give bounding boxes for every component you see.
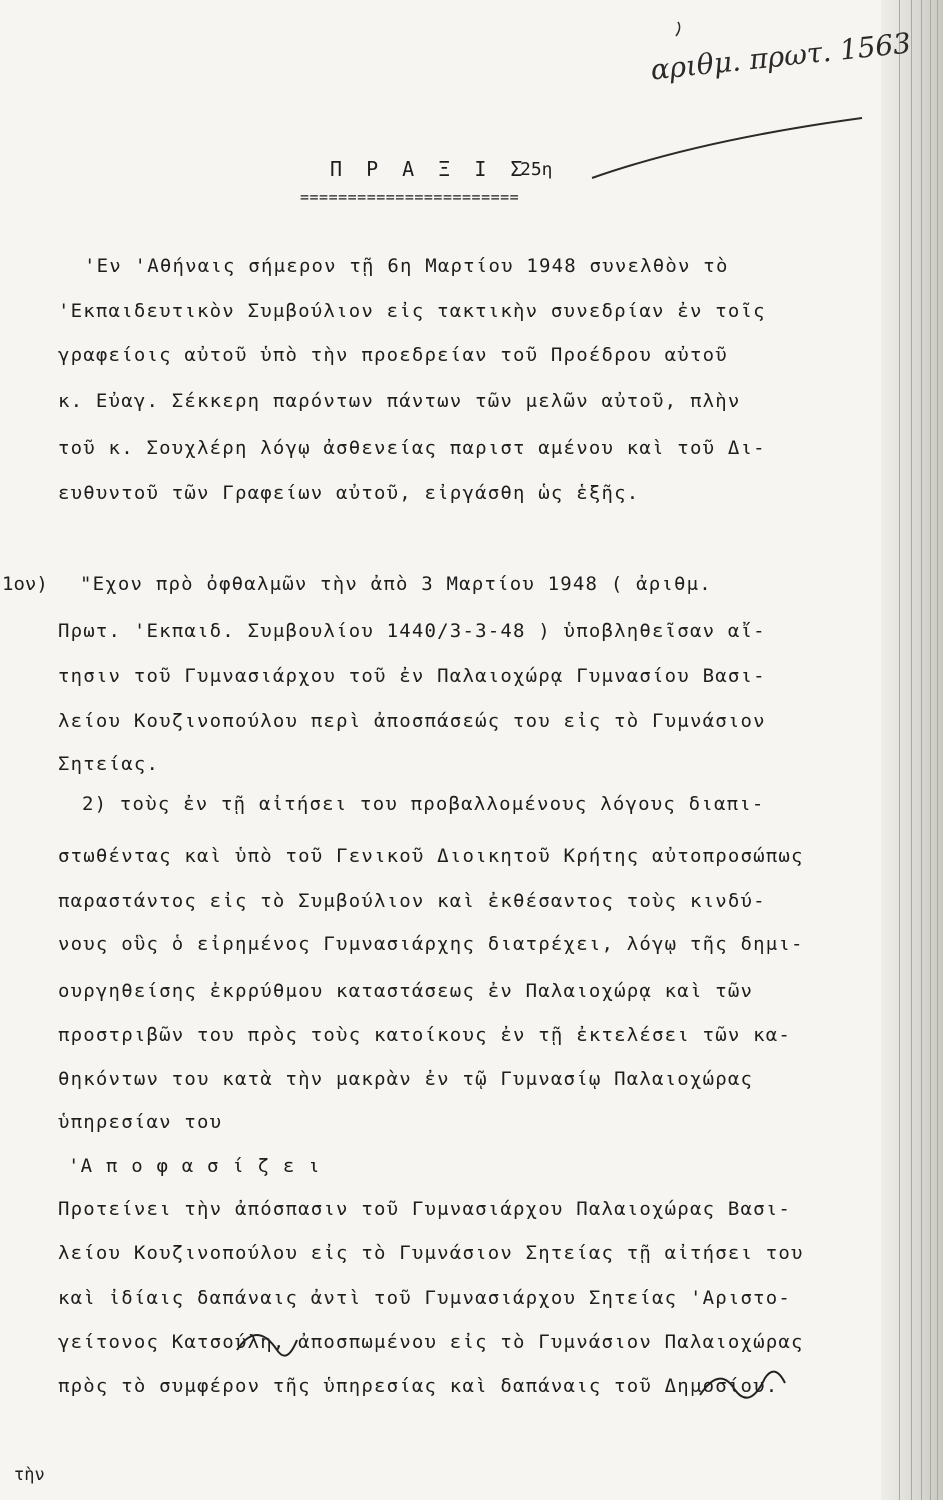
item-line: ὑπηρεσίαν του: [58, 1111, 223, 1133]
item-line: "Εχον πρὸ ὀφθαλμῶν τὴν ἀπὸ 3 Μαρτίου 1948 ( ἀριθμ.: [80, 573, 712, 595]
intro-line: τοῦ κ. Σουχλέρη λόγῳ ἀσθενείας παριστ αμένου καὶ τοῦ Δι-: [58, 437, 766, 459]
decision-line: πρὸς τὸ συμφέρον τῆς ὑπηρεσίας καὶ δαπάναις τοῦ Δημοσίου.: [58, 1375, 779, 1397]
decision-line: Προτείνει τὴν ἀπόσπασιν τοῦ Γυμνασιάρχου Παλαιοχώρας Βασι-: [58, 1198, 792, 1220]
decision-line: λείου Κουζινοπούλου εἰς τὸ Γυμνάσιον Σητείας τῇ αἰτήσει του: [58, 1242, 804, 1264]
page-footer-note: τὴν: [14, 1465, 45, 1485]
item-line: τησιν τοῦ Γυμνασιάρχου τοῦ ἐν Παλαιοχώρᾳ Γυμνασίου Βασι-: [58, 665, 766, 687]
title-underline: =======================: [300, 188, 520, 206]
document-number: 25η: [520, 159, 553, 180]
item-line: προστριβῶν του πρὸς τοὺς κατοίκους ἐν τῇ ἐκτελέσει τῶν κα-: [58, 1024, 792, 1046]
item-line: στωθέντας καὶ ὑπὸ τοῦ Γενικοῦ Διοικητοῦ Κρήτης αὐτοπροσώπως: [58, 845, 804, 867]
handwritten-protocol-note: αριθμ. πρωτ. 1563: [648, 26, 913, 87]
decision-line: γείτονος Κατσούλη, ἀποσπωμένου εἰς τὸ Γυμνάσιον Παλαιοχώρας: [58, 1331, 804, 1353]
item-line: θηκόντων του κατὰ τὴν μακρὰν ἐν τῷ Γυμνασίῳ Παλαιοχώρας: [58, 1068, 754, 1090]
item-line: ουργηθείσης ἐκρρύθμου καταστάσεως ἐν Παλαιοχώρᾳ καὶ τῶν: [58, 980, 754, 1002]
intro-line: 'Εκπαιδευτικὸν Συμβούλιον εἰς τακτικὴν συνεδρίαν ἐν τοῖς: [58, 300, 766, 322]
decision-heading: 'Α π ο φ α σ ί ζ ε ι: [68, 1155, 321, 1177]
item-number: 1ον): [2, 573, 48, 595]
item-line: παραστάντος εἰς τὸ Συμβούλιον καὶ ἐκθέσαντος τοὺς κινδύ-: [58, 890, 766, 912]
intro-line: ευθυντοῦ τῶν Γραφείων αὐτοῦ, εἰργάσθη ὡς ἑξῆς.: [58, 482, 640, 504]
item-line: νους οὓς ὁ εἰρημένος Γυμνασιάρχης διατρέχει, λόγῳ τῆς δημι-: [58, 933, 804, 955]
intro-line: κ. Εὐαγ. Σέκκερη παρόντων πάντων τῶν μελῶν αὐτοῦ, πλὴν: [58, 390, 741, 412]
item-line: Πρωτ. 'Εκπαιδ. Συμβουλίου 1440/3-3-48 ) ὑποβληθεῖσαν αἴ-: [58, 620, 766, 642]
intro-line: γραφείοις αὐτοῦ ὑπὸ τὴν προεδρείαν τοῦ Προέδρου αὐτοῦ: [58, 344, 728, 366]
item-line: Σητείας.: [58, 753, 160, 775]
document-title: Π Ρ Α Ξ Ι Σ: [330, 157, 529, 181]
intro-line: 'Εν 'Αθήναις σήμερον τῇ 6η Μαρτίου 1948 συνελθὸν τὸ: [84, 255, 729, 277]
item-line: λείου Κουζινοπούλου περὶ ἀποσπάσεώς του εἰς τὸ Γυμνάσιον: [58, 710, 766, 732]
item-line: 2) τοὺς ἐν τῇ αἰτήσει του προβαλλομένους λόγους διαπι-: [82, 793, 765, 815]
decision-line: καὶ ἰδίαις δαπάναις ἀντὶ τοῦ Γυμνασιάρχου Σητείας 'Αριστο-: [58, 1287, 792, 1309]
